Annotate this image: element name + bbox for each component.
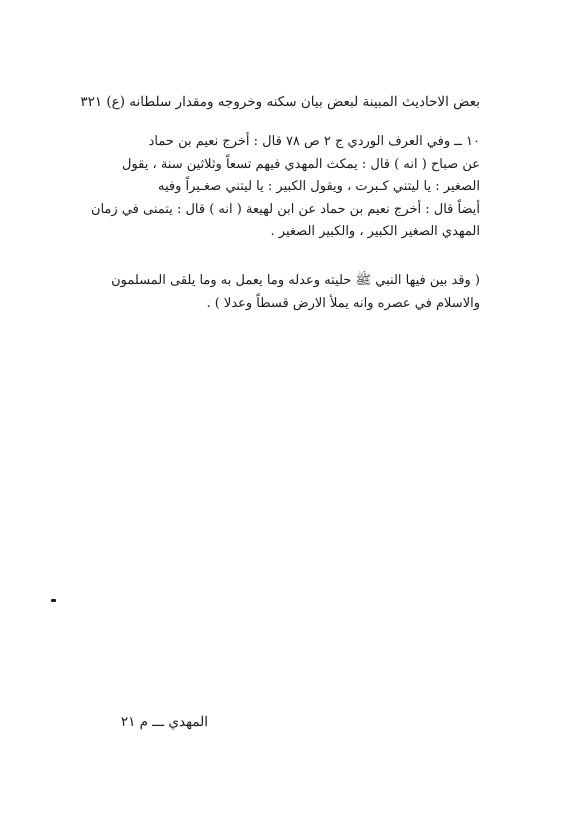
hadith-paragraph-10 xyxy=(88,131,480,244)
paragraph-line: الصغير : يا ليتني كـبرت ، ويقول الكبير : يا ليتني صغـيراً وفيه xyxy=(158,179,480,194)
paragraph-line: عن صباح ( انه ) قال : يمكث المهدي فيهم تسعاً وثلاثين سنة ، يقول xyxy=(122,156,480,172)
running-header xyxy=(80,92,480,112)
paragraph-line: ( وقد بين فيها النبي ﷺ حليته وعدله وما يعمل به وما يلقى المسلمون xyxy=(111,273,480,288)
signature-footer xyxy=(88,714,208,730)
paragraph-line: والاسلام في عصره وانه يملأ الارض قسطاً وعدلا ) . xyxy=(206,295,480,311)
paragraph-line: المهدي الصغير الكبير ، والكبير الصغير . xyxy=(270,224,480,239)
signature-mark: المهدي ـــ م ٢١ xyxy=(120,714,208,730)
stray-mark xyxy=(51,599,56,602)
paragraph-line: أيضاً قال : أخرج نعيم بن حماد عن ابن لهيعة ( انه ) قال : يتمنى في زمان xyxy=(90,201,480,217)
commentary-paragraph xyxy=(88,270,480,315)
paragraph-line: ١٠ ــ وفي العرف الوردي ج ٢ ص ٧٨ قال : أخرج نعيم بن حماد xyxy=(148,134,480,149)
running-title: بعض الاحاديث المبينة لبعض بيان سكنه وخروجه ومقدار سلطانه (ع) ٣٢١ xyxy=(80,94,480,110)
